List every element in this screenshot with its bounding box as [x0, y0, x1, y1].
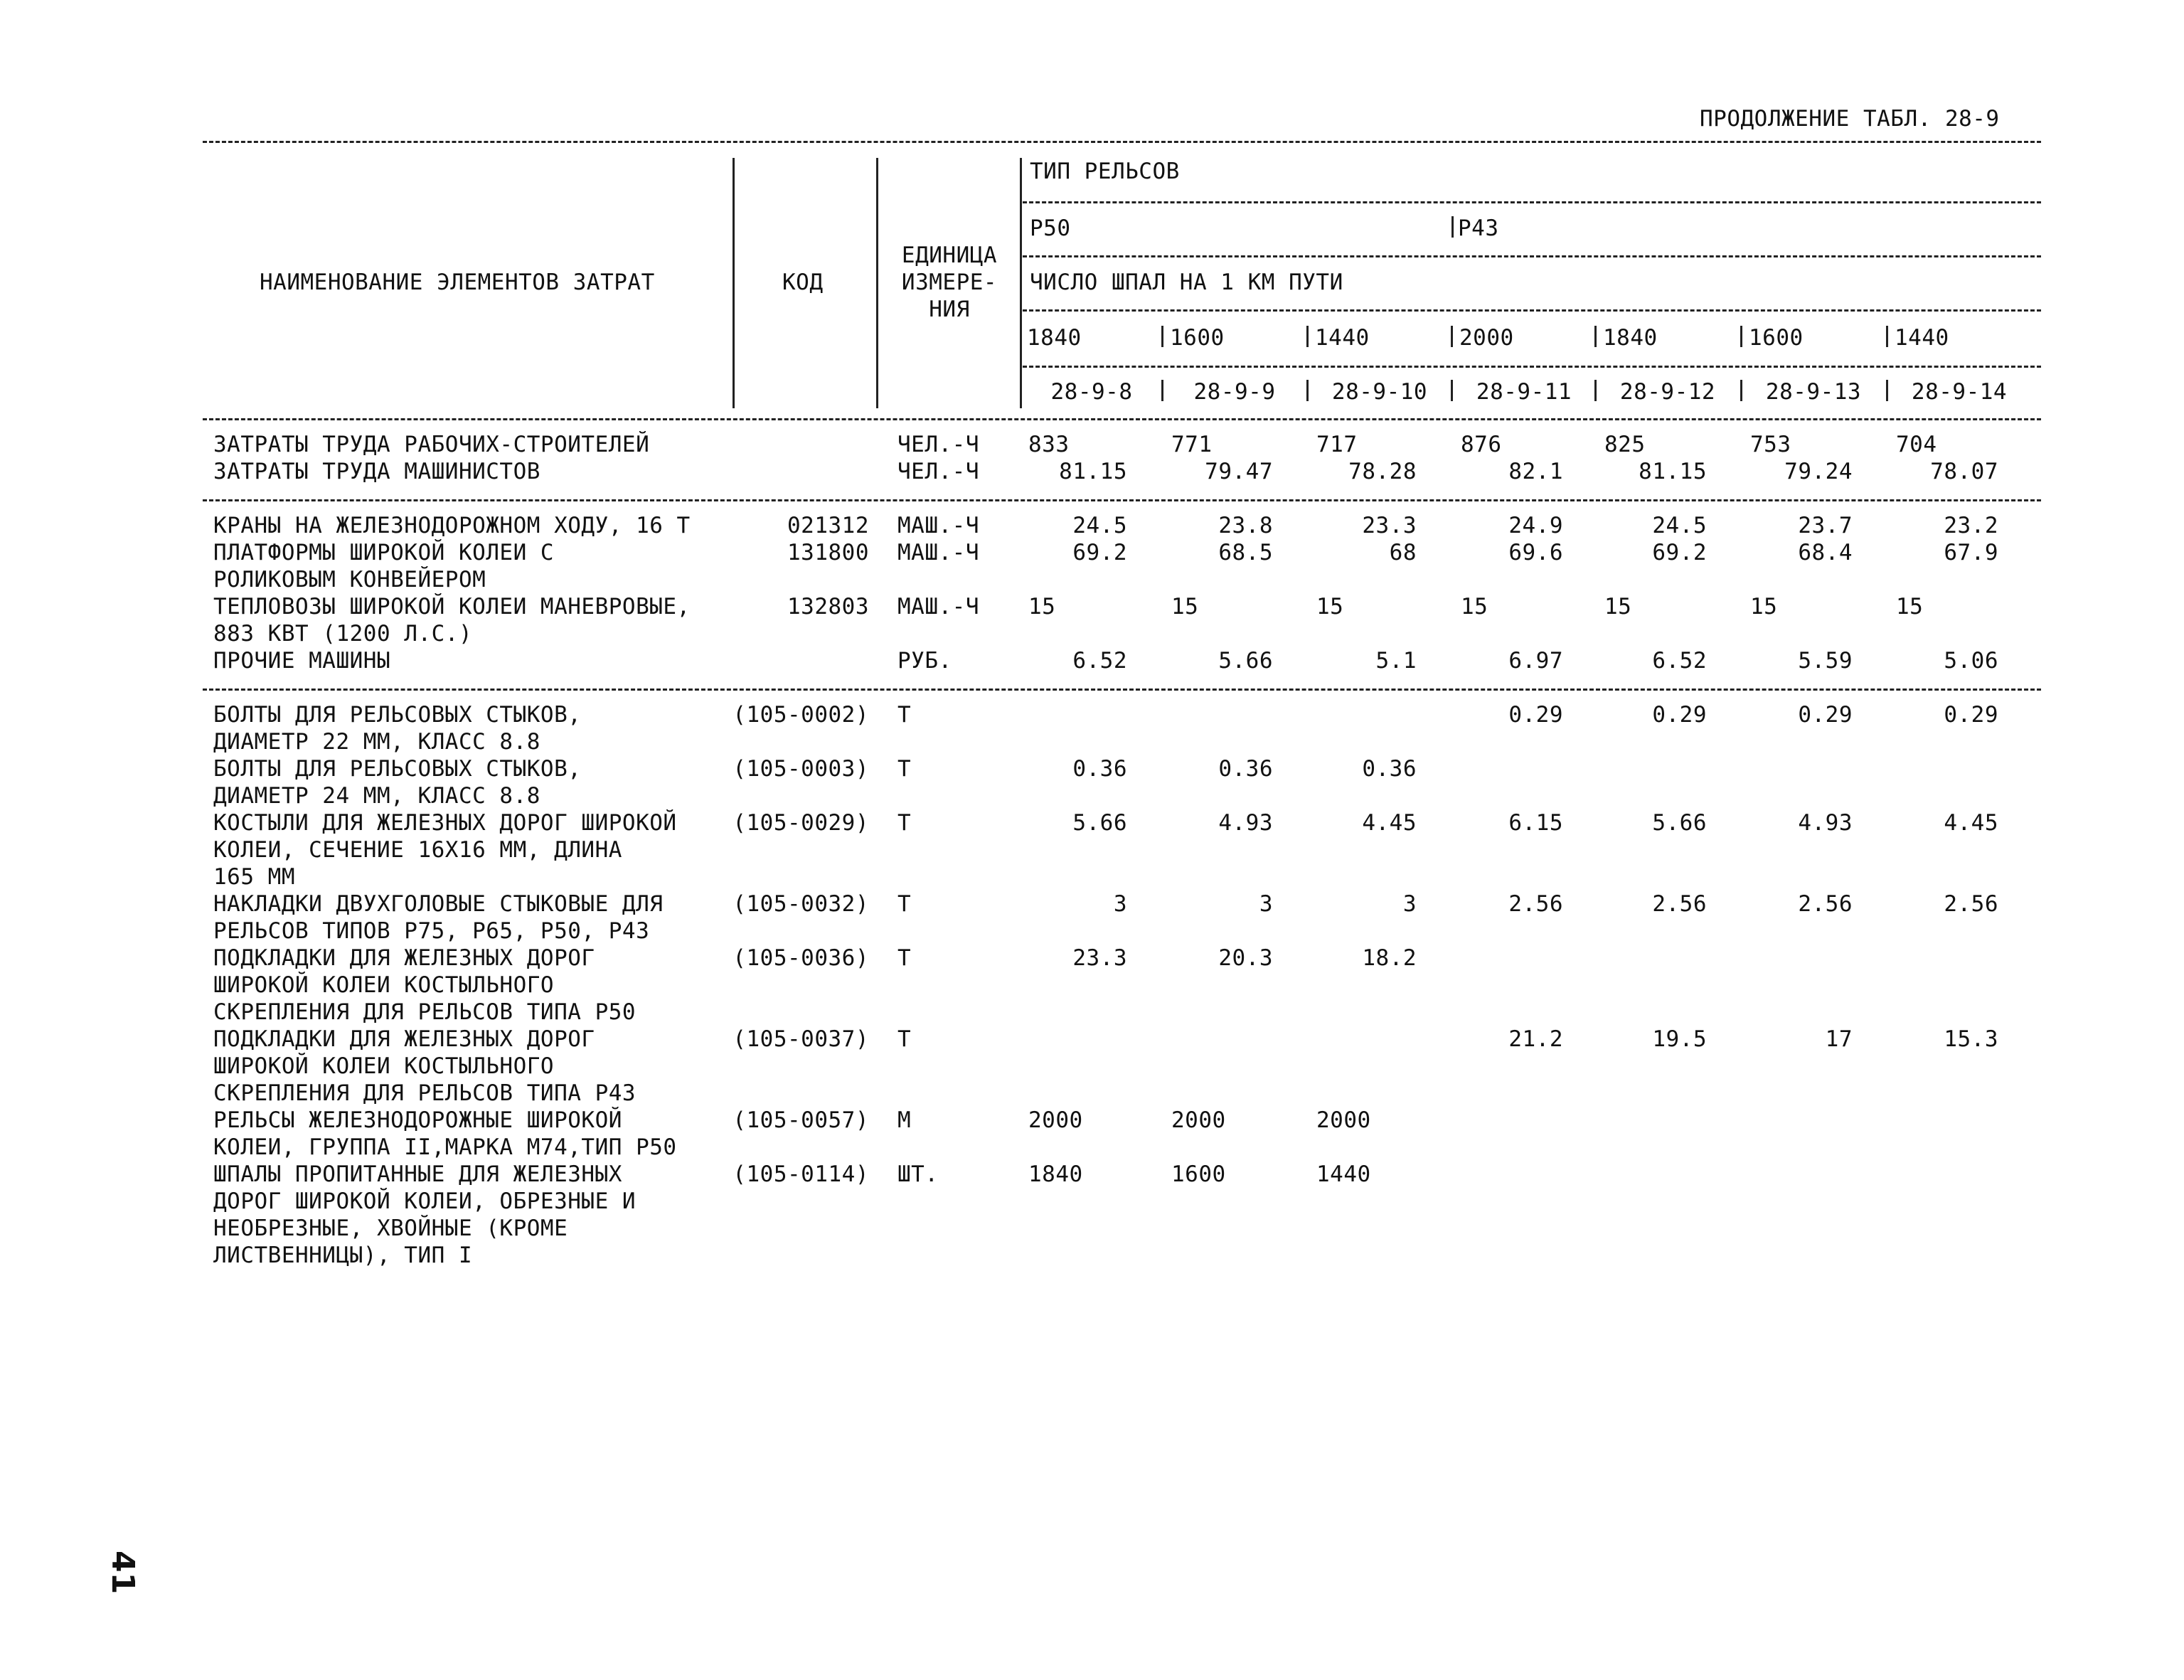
row-value: 2000: [1171, 1107, 1226, 1133]
row-value: 68.5: [1218, 540, 1273, 565]
row-name-line: РОЛИКОВЫМ КОНВЕЙЕРОМ: [213, 567, 486, 592]
continuation-label: ПРОДОЛЖЕНИЕ ТАБЛ. 28-9: [1700, 106, 2000, 132]
column-header-unit-line: НИЯ: [929, 297, 970, 322]
row-value: 21.2: [1508, 1026, 1563, 1052]
row-value: 2.56: [1652, 891, 1707, 917]
norm-code-divider: [1161, 380, 1163, 401]
row-value: 3: [1259, 891, 1273, 917]
rail-group-divider: [1451, 216, 1454, 238]
row-value: 15: [1750, 594, 1778, 620]
row-name-line: КОЛЕИ, СЕЧЕНИЕ 16Х16 ММ, ДЛИНА: [213, 837, 622, 863]
norm-code-divider: [1886, 380, 1888, 401]
row-value: 81.15: [1639, 459, 1707, 484]
row-value: 15: [1171, 594, 1199, 620]
row-value: 79.24: [1784, 459, 1853, 484]
sleeper-count-divider: [1740, 326, 1742, 347]
norm-code-divider: [1306, 380, 1309, 401]
norm-code: 28-9-10: [1331, 379, 1428, 405]
row-unit: Т: [897, 1026, 912, 1052]
row-value: 23.2: [1944, 513, 1998, 538]
row-name-line: НЕОБРЕЗНЫЕ, ХВОЙНЫЕ (КРОМЕ: [213, 1216, 568, 1241]
row-value: 24.5: [1072, 513, 1127, 538]
row-value: 0.29: [1652, 702, 1707, 728]
row-unit: Т: [897, 945, 912, 971]
sleeper-count: 1600: [1749, 325, 1804, 351]
row-value: 23.3: [1362, 513, 1417, 538]
row-unit: РУБ.: [897, 648, 952, 674]
row-unit: МАШ.-Ч: [897, 540, 979, 565]
row-code: (105-0002): [733, 702, 869, 728]
row-value: 78.28: [1348, 459, 1417, 484]
sleeper-count: 1600: [1170, 325, 1225, 351]
norm-code: 28-9-14: [1911, 379, 2008, 405]
row-name-line: ПОДКЛАДКИ ДЛЯ ЖЕЛЕЗНЫХ ДОРОГ: [213, 1026, 595, 1052]
row-name-line: БОЛТЫ ДЛЯ РЕЛЬСОВЫХ СТЫКОВ,: [213, 756, 582, 782]
row-name-line: ПРОЧИЕ МАШИНЫ: [213, 648, 391, 674]
row-code: 131800: [787, 540, 869, 565]
row-value: 0.36: [1218, 756, 1273, 782]
header-rule-3: [1023, 309, 2041, 312]
sleeper-count-divider: [1594, 326, 1597, 347]
row-value: 1840: [1028, 1161, 1083, 1187]
column-header-unit-line: ЕДИНИЦА: [901, 243, 998, 268]
row-value: 23.8: [1218, 513, 1273, 538]
row-value: 2000: [1316, 1107, 1371, 1133]
row-unit: ЧЕЛ.-Ч: [897, 432, 979, 457]
row-value: 5.66: [1072, 810, 1127, 836]
row-value: 6.97: [1508, 648, 1563, 674]
row-value: 771: [1171, 432, 1213, 457]
sleeper-count: 1440: [1895, 325, 1949, 351]
row-value: 69.6: [1508, 540, 1563, 565]
row-unit: М: [897, 1107, 912, 1133]
row-value: 24.9: [1508, 513, 1563, 538]
row-value: 3: [1402, 891, 1417, 917]
row-name-line: 165 ММ: [213, 864, 295, 890]
column-header-sleepers: ЧИСЛО ШПАЛ НА 1 КМ ПУТИ: [1030, 270, 1343, 295]
column-header-rail-type: ТИП РЕЛЬСОВ: [1030, 159, 1180, 184]
row-value: 68: [1389, 540, 1417, 565]
top-rule: [203, 141, 2041, 143]
row-name-line: ПЛАТФОРМЫ ШИРОКОЙ КОЛЕИ С: [213, 540, 555, 565]
row-value: 15: [1028, 594, 1056, 620]
row-value: 0.36: [1072, 756, 1127, 782]
norm-code-divider: [1740, 380, 1742, 401]
row-value: 0.29: [1508, 702, 1563, 728]
page-number: 41: [105, 1551, 141, 1595]
row-value: 1440: [1316, 1161, 1371, 1187]
row-unit: Т: [897, 756, 912, 782]
row-name-line: КОСТЫЛИ ДЛЯ ЖЕЛЕЗНЫХ ДОРОГ ШИРОКОЙ: [213, 810, 677, 836]
row-value: 81.15: [1059, 459, 1127, 484]
row-name-line: ДОРОГ ШИРОКОЙ КОЛЕИ, ОБРЕЗНЫЕ И: [213, 1189, 636, 1214]
row-value: 23.3: [1072, 945, 1127, 971]
row-unit: ЧЕЛ.-Ч: [897, 459, 979, 484]
sleeper-count-divider: [1306, 326, 1309, 347]
row-value: 4.93: [1218, 810, 1273, 836]
row-value: 5.59: [1798, 648, 1853, 674]
row-code: 021312: [787, 513, 869, 538]
column-header-unit-line: ИЗМЕРЕ-: [901, 270, 998, 295]
row-unit: МАШ.-Ч: [897, 513, 979, 538]
sleeper-count-divider: [1451, 326, 1453, 347]
row-unit: МАШ.-Ч: [897, 594, 979, 620]
row-name-line: БОЛТЫ ДЛЯ РЕЛЬСОВЫХ СТЫКОВ,: [213, 702, 582, 728]
row-value: 4.45: [1944, 810, 1998, 836]
sleeper-count: 2000: [1459, 325, 1514, 351]
row-value: 18.2: [1362, 945, 1417, 971]
row-name-line: ПОДКЛАДКИ ДЛЯ ЖЕЛЕЗНЫХ ДОРОГ: [213, 945, 595, 971]
section-rule: [203, 418, 2041, 420]
row-value: 4.93: [1798, 810, 1853, 836]
row-name-line: ТЕПЛОВОЗЫ ШИРОКОЙ КОЛЕИ МАНЕВРОВЫЕ,: [213, 594, 691, 620]
row-value: 6.15: [1508, 810, 1563, 836]
row-unit: Т: [897, 810, 912, 836]
norm-code: 28-9-8: [1050, 379, 1133, 405]
row-code: (105-0032): [733, 891, 869, 917]
rail-group-p43: Р43: [1458, 216, 1499, 241]
norm-code-divider: [1451, 380, 1453, 401]
row-value: 5.66: [1652, 810, 1707, 836]
row-value: 717: [1316, 432, 1358, 457]
row-name-line: ЗАТРАТЫ ТРУДА РАБОЧИХ-СТРОИТЕЛЕЙ: [213, 432, 650, 457]
row-value: 15: [1461, 594, 1488, 620]
row-value: 5.1: [1375, 648, 1417, 674]
row-value: 78.07: [1930, 459, 1998, 484]
row-name-line: НАКЛАДКИ ДВУХГОЛОВЫЕ СТЫКОВЫЕ ДЛЯ: [213, 891, 664, 917]
row-value: 19.5: [1652, 1026, 1707, 1052]
norm-code: 28-9-12: [1619, 379, 1716, 405]
row-unit: ШТ.: [897, 1161, 939, 1187]
row-name-line: 883 КВТ (1200 Л.С.): [213, 621, 473, 647]
sleeper-count-divider: [1161, 326, 1163, 347]
row-value: 0.29: [1798, 702, 1853, 728]
row-name-line: СКРЕПЛЕНИЯ ДЛЯ РЕЛЬСОВ ТИПА Р43: [213, 1080, 636, 1106]
row-value: 24.5: [1652, 513, 1707, 538]
row-value: 833: [1028, 432, 1070, 457]
sleeper-count: 1840: [1027, 325, 1082, 351]
row-value: 82.1: [1508, 459, 1563, 484]
row-value: 704: [1896, 432, 1937, 457]
row-name-line: ШИРОКОЙ КОЛЕИ КОСТЫЛЬНОГО: [213, 972, 555, 998]
row-name-line: ЗАТРАТЫ ТРУДА МАШИНИСТОВ: [213, 459, 540, 484]
row-name-line: ДИАМЕТР 22 ММ, КЛАСС 8.8: [213, 729, 540, 755]
norm-code: 28-9-13: [1765, 379, 1862, 405]
section-rule: [203, 689, 2041, 691]
sleeper-count-divider: [1886, 326, 1888, 347]
row-value: 4.45: [1362, 810, 1417, 836]
header-divider-code: [876, 158, 878, 408]
sleeper-count: 1440: [1315, 325, 1370, 351]
column-header-code: КОД: [782, 270, 824, 295]
row-value: 5.66: [1218, 648, 1273, 674]
row-value: 15: [1896, 594, 1924, 620]
row-value: 15.3: [1944, 1026, 1998, 1052]
row-value: 825: [1604, 432, 1646, 457]
row-code: (105-0003): [733, 756, 869, 782]
row-value: 3: [1113, 891, 1127, 917]
row-value: 23.7: [1798, 513, 1853, 538]
row-unit: Т: [897, 702, 912, 728]
row-name-line: ДИАМЕТР 24 ММ, КЛАСС 8.8: [213, 783, 540, 809]
row-value: 5.06: [1944, 648, 1998, 674]
row-value: 2.56: [1944, 891, 1998, 917]
header-rule-4: [1023, 366, 2041, 368]
row-code: (105-0036): [733, 945, 869, 971]
section-rule: [203, 499, 2041, 501]
row-value: 2000: [1028, 1107, 1083, 1133]
row-code: 132803: [787, 594, 869, 620]
row-name-line: КОЛЕИ, ГРУППА II,МАРКА М74,ТИП Р50: [213, 1134, 677, 1160]
row-value: 0.29: [1944, 702, 1998, 728]
row-value: 68.4: [1798, 540, 1853, 565]
row-value: 79.47: [1205, 459, 1273, 484]
row-value: 6.52: [1072, 648, 1127, 674]
row-value: 2.56: [1798, 891, 1853, 917]
row-value: 20.3: [1218, 945, 1273, 971]
row-value: 1600: [1171, 1161, 1226, 1187]
row-value: 6.52: [1652, 648, 1707, 674]
header-divider-name: [733, 158, 735, 408]
row-name-line: СКРЕПЛЕНИЯ ДЛЯ РЕЛЬСОВ ТИПА Р50: [213, 999, 636, 1025]
row-code: (105-0029): [733, 810, 869, 836]
norm-code: 28-9-11: [1476, 379, 1572, 405]
row-value: 753: [1750, 432, 1791, 457]
row-value: 15: [1316, 594, 1344, 620]
row-value: 69.2: [1652, 540, 1707, 565]
row-name-line: ШПАЛЫ ПРОПИТАННЫЕ ДЛЯ ЖЕЛЕЗНЫХ: [213, 1161, 622, 1187]
row-name-line: ШИРОКОЙ КОЛЕИ КОСТЫЛЬНОГО: [213, 1053, 555, 1079]
row-name-line: РЕЛЬСЫ ЖЕЛЕЗНОДОРОЖНЫЕ ШИРОКОЙ: [213, 1107, 622, 1133]
row-name-line: РЕЛЬСОВ ТИПОВ Р75, Р65, Р50, Р43: [213, 918, 650, 944]
header-divider-unit: [1020, 158, 1022, 408]
norm-code-divider: [1594, 380, 1597, 401]
row-name-line: КРАНЫ НА ЖЕЛЕЗНОДОРОЖНОМ ХОДУ, 16 Т: [213, 513, 691, 538]
row-value: 69.2: [1072, 540, 1127, 565]
row-value: 876: [1461, 432, 1502, 457]
header-rule-1: [1023, 201, 2041, 203]
norm-code: 28-9-9: [1193, 379, 1276, 405]
row-value: 17: [1825, 1026, 1853, 1052]
row-code: (105-0114): [733, 1161, 869, 1187]
row-value: 15: [1604, 594, 1632, 620]
column-header-name: НАИМЕНОВАНИЕ ЭЛЕМЕНТОВ ЗАТРАТ: [260, 270, 655, 295]
row-name-line: ЛИСТВЕННИЦЫ), ТИП I: [213, 1243, 473, 1268]
row-value: 67.9: [1944, 540, 1998, 565]
row-unit: Т: [897, 891, 912, 917]
row-code: (105-0037): [733, 1026, 869, 1052]
row-code: (105-0057): [733, 1107, 869, 1133]
row-value: 2.56: [1508, 891, 1563, 917]
rail-group-p50: Р50: [1030, 216, 1071, 241]
sleeper-count: 1840: [1603, 325, 1658, 351]
header-rule-2: [1023, 255, 2041, 257]
row-value: 0.36: [1362, 756, 1417, 782]
